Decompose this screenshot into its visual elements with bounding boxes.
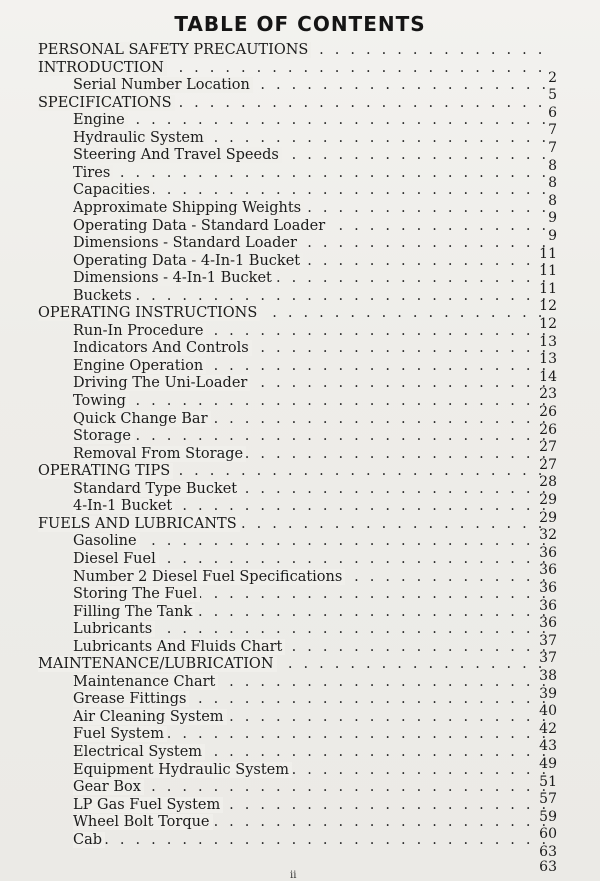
toc-entry-title: Storage [73, 428, 134, 444]
toc-entry-title: Tires [73, 165, 113, 181]
toc-page-number: 49 [539, 756, 557, 772]
toc-subsection-entry [73, 725, 552, 743]
dot-leader [73, 392, 552, 410]
toc-subsection-entry [73, 181, 552, 199]
toc-subsection-entry [73, 673, 552, 691]
toc-entry-title: Wheel Bolt Torque [73, 814, 213, 830]
toc-page-number: 57 [539, 791, 557, 808]
toc-subsection-entry [73, 111, 552, 129]
toc-entry-title: 4-In-1 Bucket [73, 498, 175, 514]
toc-page-number: 28 [539, 474, 557, 491]
dot-leader [73, 164, 552, 182]
dot-leader [73, 778, 552, 796]
dot-leader [73, 532, 552, 550]
toc-entry-title: Maintenance Chart [73, 674, 218, 690]
toc-subsection-entry [73, 234, 552, 252]
toc-subsection-entry [73, 146, 552, 164]
toc-page-number: 2 [548, 69, 557, 86]
toc-entry-title: Capacities [73, 182, 153, 198]
toc-section-entry [38, 462, 552, 480]
toc-page-number: 8 [548, 175, 557, 192]
toc-page-number: 37 [539, 650, 557, 667]
toc-page-number: 12 [539, 298, 557, 315]
toc-page-number: 26 [539, 404, 557, 420]
toc-page-number: 39 [539, 685, 557, 702]
toc-subsection-entry [73, 76, 552, 94]
toc-subsection-entry [73, 568, 552, 586]
toc-subsection-entry [73, 357, 552, 375]
toc-page-number: 5 [548, 87, 557, 104]
toc-entry-title: Air Cleaning System [73, 709, 227, 725]
toc-subsection-entry [73, 778, 552, 796]
toc-page-number: 9 [548, 210, 557, 227]
toc-subsection-entry [73, 620, 552, 638]
toc-subsection-entry [73, 252, 552, 270]
toc-page-number: 27 [539, 456, 557, 473]
toc-subsection-entry [73, 322, 552, 340]
toc-subsection-entry [73, 164, 552, 182]
toc-entry-title: Quick Change Bar [73, 411, 211, 427]
toc-entry-title: SPECIFICATIONS [38, 95, 175, 111]
toc-page-number: 23 [539, 386, 557, 403]
toc-subsection-entry [73, 287, 552, 305]
toc-page-number: 38 [539, 668, 557, 684]
toc-page-number: 7 [548, 122, 557, 139]
page-title: TABLE OF CONTENTS [174, 12, 426, 36]
toc-subsection-entry [73, 199, 552, 217]
toc-subsection-entry [73, 743, 552, 761]
toc-entry-title: Lubricants And Fluids Chart [73, 639, 285, 655]
toc-subsection-entry [73, 217, 552, 235]
toc-entry-title: Gasoline [73, 533, 140, 549]
toc-subsection-entry [73, 690, 552, 708]
toc-page-number: 43 [539, 738, 557, 755]
toc-page-number: 6 [548, 104, 557, 121]
toc-section-entry [38, 655, 552, 673]
toc-entry-title: Lubricants [73, 621, 155, 637]
toc-entry-title: Storing The Fuel [73, 586, 200, 602]
toc-page-number: 26 [539, 421, 557, 438]
toc-entry-title: Driving The Uni-Loader [73, 375, 250, 391]
toc-section-entry [38, 304, 552, 322]
toc-entry-title: INTRODUCTION [38, 60, 167, 76]
toc-subsection-entry [73, 410, 552, 428]
toc-page-number: 14 [539, 368, 557, 385]
toc-entry-title: Engine Operation [73, 358, 206, 374]
toc-subsection-entry [73, 796, 552, 814]
toc-entry-title: Cab [73, 832, 105, 848]
toc-entry-title: Fuel System [73, 726, 167, 742]
toc-entry-title: Removal From Storage [73, 446, 246, 462]
toc-page-number: 11 [539, 263, 557, 280]
toc-subsection-entry [73, 374, 552, 392]
toc-entry-title: Steering And Travel Speeds [73, 147, 282, 163]
toc-page-number: 59 [539, 808, 557, 825]
dot-leader [73, 111, 552, 129]
toc-entry-title: Buckets [73, 288, 135, 304]
toc-page-number: 63 [539, 844, 557, 860]
toc-page-number: 36 [539, 544, 557, 561]
toc-page-number: 12 [539, 316, 557, 332]
toc-subsection-entry [73, 392, 552, 410]
toc-entry-title: Dimensions - 4-In-1 Bucket [73, 270, 275, 286]
toc-entry-title: Equipment Hydraulic System [73, 762, 292, 778]
toc-entry-title: Diesel Fuel [73, 551, 159, 567]
toc-entry-title: Approximate Shipping Weights [73, 200, 304, 216]
toc-entry-title: OPERATING INSTRUCTIONS [38, 305, 260, 321]
toc-subsection-entry [73, 497, 552, 515]
toc-page-number: 42 [539, 720, 557, 737]
toc-page-number: 37 [539, 632, 557, 649]
toc-entry-title: Towing [73, 393, 129, 409]
toc-page-number: 13 [539, 333, 557, 350]
toc-subsection-entry [73, 603, 552, 621]
toc-page-number: 27 [539, 439, 557, 456]
toc-page-number: 40 [539, 703, 557, 720]
toc-subsection-entry [73, 129, 552, 147]
toc-entry-title: Grease Fittings [73, 691, 189, 707]
toc-entry-title: Engine [73, 112, 128, 128]
toc-subsection-entry [73, 480, 552, 498]
toc-page-number: 36 [539, 615, 557, 632]
toc-page-number: 36 [539, 597, 557, 614]
toc-entry-title: Filling The Tank [73, 604, 195, 620]
toc-entry-title: OPERATING TIPS [38, 463, 173, 479]
toc-subsection-entry [73, 708, 552, 726]
toc-page-number: 36 [539, 562, 557, 579]
toc-subsection-entry [73, 831, 552, 849]
toc-entry-title: Operating Data - 4-In-1 Bucket [73, 253, 303, 269]
page-footer: ii [290, 870, 297, 881]
toc-subsection-entry [73, 585, 552, 603]
toc-subsection-entry [73, 550, 552, 568]
toc-entry-title: FUELS AND LUBRICANTS [38, 516, 240, 532]
toc-entry-title: Run-In Procedure [73, 323, 206, 339]
toc-page-number: 11 [539, 245, 557, 262]
toc-subsection-entry [73, 532, 552, 550]
toc-entry-title: LP Gas Fuel System [73, 797, 223, 813]
toc-subsection-entry [73, 427, 552, 445]
toc-page-number: 8 [548, 157, 557, 174]
toc-subsection-entry [73, 813, 552, 831]
toc-entry-title: Hydraulic System [73, 130, 207, 146]
toc-entry-title: Operating Data - Standard Loader [73, 218, 328, 234]
toc-page-number: 51 [539, 773, 557, 790]
toc-page-number: 9 [548, 228, 557, 244]
toc-entry-title: Dimensions - Standard Loader [73, 235, 300, 251]
toc-subsection-entry [73, 445, 552, 463]
toc-page-number: 8 [548, 192, 557, 209]
toc-entry-title: Indicators And Controls [73, 340, 252, 356]
toc-entry-title: Electrical System [73, 744, 205, 760]
toc-page-number: 29 [539, 492, 557, 508]
toc-page-number: 32 [539, 527, 557, 544]
toc-entry-title: Number 2 Diesel Fuel Specifications [73, 569, 345, 585]
toc-entry-title: Gear Box [73, 779, 144, 795]
dot-leader [73, 831, 552, 849]
toc-subsection-entry [73, 761, 552, 779]
toc-page-number: 7 [548, 140, 557, 156]
toc-page-number: 29 [539, 509, 557, 526]
toc-page-number: 60 [539, 826, 557, 843]
toc-entry-title: Serial Number Location [73, 77, 253, 93]
toc-subsection-entry [73, 339, 552, 357]
toc-section-entry [38, 94, 552, 112]
toc-page-number: 13 [539, 351, 557, 368]
toc-section-entry [38, 41, 552, 59]
toc-subsection-entry [73, 638, 552, 656]
toc-entry-title: MAINTENANCE/LUBRICATION [38, 656, 277, 672]
toc-entry-title: PERSONAL SAFETY PRECAUTIONS [38, 42, 311, 58]
toc-section-entry [38, 515, 552, 533]
dot-leader [73, 287, 552, 305]
toc-section-entry [38, 59, 552, 77]
toc-page-number: 11 [539, 280, 557, 297]
toc-entry-title: Standard Type Bucket [73, 481, 240, 497]
toc-page-number: 63 [539, 859, 557, 876]
toc-page-number: 36 [539, 580, 557, 596]
toc-subsection-entry [73, 269, 552, 287]
dot-leader [73, 427, 552, 445]
